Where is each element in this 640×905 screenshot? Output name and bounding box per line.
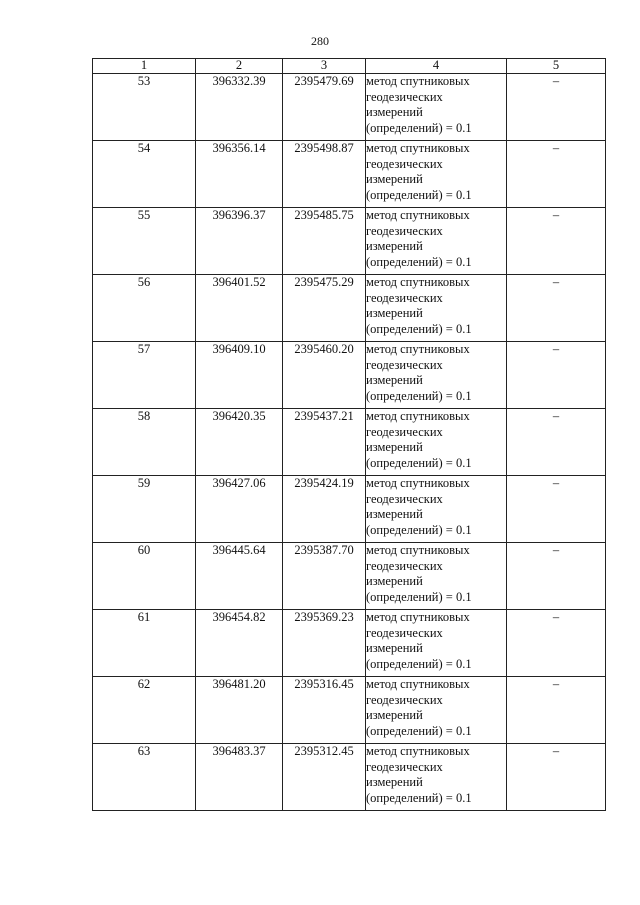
note-cell: – [507,476,606,543]
method-text-line: метод спутниковых [366,744,470,758]
x-coordinate-cell: 396332.39 [196,74,283,141]
table-row [93,610,606,677]
method-text-line: метод спутниковых [366,610,470,624]
column-header-1: 1 [93,59,196,74]
method-text-line: (определений) = 0.1 [366,522,472,537]
note-cell: – [507,543,606,610]
point-number-cell: 53 [93,74,196,141]
method-cell [366,74,507,141]
note-cell: – [507,610,606,677]
method-text-line: измерений [366,574,423,588]
method-cell [366,409,507,476]
method-text-line: геодезических [366,223,443,238]
method-text-line: геодезических [366,491,443,506]
x-coordinate-cell: 396427.06 [196,476,283,543]
x-coordinate-cell: 396420.35 [196,409,283,476]
note-cell: – [507,744,606,811]
method-cell [366,610,507,677]
method-text-line: (определений) = 0.1 [366,187,472,202]
table-row [93,744,606,811]
point-number-cell: 58 [93,409,196,476]
table-row [93,476,606,543]
method-text-line: (определений) = 0.1 [366,388,472,403]
y-coordinate-cell: 2395460.20 [283,342,366,409]
y-coordinate-cell: 2395437.21 [283,409,366,476]
method-cell [366,543,507,610]
note-cell: – [507,141,606,208]
note-cell: – [507,342,606,409]
point-number-cell: 61 [93,610,196,677]
point-number-cell: 60 [93,543,196,610]
method-cell [366,476,507,543]
table-body [93,74,606,811]
table-row [93,342,606,409]
method-text-line: измерений [366,105,423,119]
method-text-line: геодезических [366,759,443,774]
y-coordinate-cell: 2395316.45 [283,677,366,744]
method-text-line: метод спутниковых [366,74,470,88]
method-text-line: (определений) = 0.1 [366,120,472,135]
method-cell [366,342,507,409]
point-number-cell: 56 [93,275,196,342]
table-row [93,543,606,610]
y-coordinate-cell: 2395498.87 [283,141,366,208]
table-row [93,208,606,275]
point-number-cell: 62 [93,677,196,744]
page-number: 280 [311,34,329,48]
method-text-line: метод спутниковых [366,275,470,289]
x-coordinate-cell: 396481.20 [196,677,283,744]
table-row [93,141,606,208]
note-cell: – [507,409,606,476]
method-cell [366,208,507,275]
method-text-line: метод спутниковых [366,208,470,222]
table-row [93,677,606,744]
note-cell: – [507,677,606,744]
method-text-line: измерений [366,440,423,454]
method-text-line: метод спутниковых [366,141,470,155]
point-number-cell: 63 [93,744,196,811]
column-header-2: 2 [196,59,283,74]
x-coordinate-cell: 396483.37 [196,744,283,811]
method-text-line: измерений [366,641,423,655]
y-coordinate-cell: 2395369.23 [283,610,366,677]
method-text-line: геодезических [366,89,443,104]
method-text-line: (определений) = 0.1 [366,723,472,738]
table-header [93,59,606,74]
method-text-line: (определений) = 0.1 [366,790,472,805]
method-text-line: измерений [366,775,423,789]
y-coordinate-cell: 2395387.70 [283,543,366,610]
method-text-line: измерений [366,507,423,521]
x-coordinate-cell: 396401.52 [196,275,283,342]
coordinates-table [92,58,606,811]
method-text-line: метод спутниковых [366,543,470,557]
x-coordinate-cell: 396356.14 [196,141,283,208]
table-row [93,409,606,476]
method-text-line: геодезических [366,290,443,305]
method-text-line: метод спутниковых [366,476,470,490]
method-cell [366,275,507,342]
table-row [93,275,606,342]
column-header-3: 3 [283,59,366,74]
method-text-line: (определений) = 0.1 [366,455,472,470]
method-text-line: измерений [366,373,423,387]
y-coordinate-cell: 2395424.19 [283,476,366,543]
method-text-line: метод спутниковых [366,342,470,356]
method-text-line: измерений [366,172,423,186]
method-cell [366,744,507,811]
method-text-line: (определений) = 0.1 [366,321,472,336]
x-coordinate-cell: 396445.64 [196,543,283,610]
method-text-line: геодезических [366,424,443,439]
method-text-line: метод спутниковых [366,677,470,691]
method-text-line: метод спутниковых [366,409,470,423]
method-cell [366,677,507,744]
header-row [93,59,606,74]
method-text-line: геодезических [366,625,443,640]
x-coordinate-cell: 396409.10 [196,342,283,409]
method-text-line: измерений [366,239,423,253]
point-number-cell: 54 [93,141,196,208]
method-cell [366,141,507,208]
y-coordinate-cell: 2395479.69 [283,74,366,141]
method-text-line: геодезических [366,357,443,372]
column-header-5: 5 [507,59,606,74]
column-header-4: 4 [366,59,507,74]
method-text-line: (определений) = 0.1 [366,656,472,671]
point-number-cell: 55 [93,208,196,275]
point-number-cell: 59 [93,476,196,543]
y-coordinate-cell: 2395475.29 [283,275,366,342]
point-number-cell: 57 [93,342,196,409]
method-text-line: измерений [366,306,423,320]
table-row [93,74,606,141]
x-coordinate-cell: 396454.82 [196,610,283,677]
note-cell: – [507,275,606,342]
note-cell: – [507,208,606,275]
method-text-line: геодезических [366,558,443,573]
method-text-line: геодезических [366,156,443,171]
method-text-line: (определений) = 0.1 [366,254,472,269]
method-text-line: геодезических [366,692,443,707]
y-coordinate-cell: 2395312.45 [283,744,366,811]
note-cell: – [507,74,606,141]
y-coordinate-cell: 2395485.75 [283,208,366,275]
method-text-line: (определений) = 0.1 [366,589,472,604]
x-coordinate-cell: 396396.37 [196,208,283,275]
method-text-line: измерений [366,708,423,722]
